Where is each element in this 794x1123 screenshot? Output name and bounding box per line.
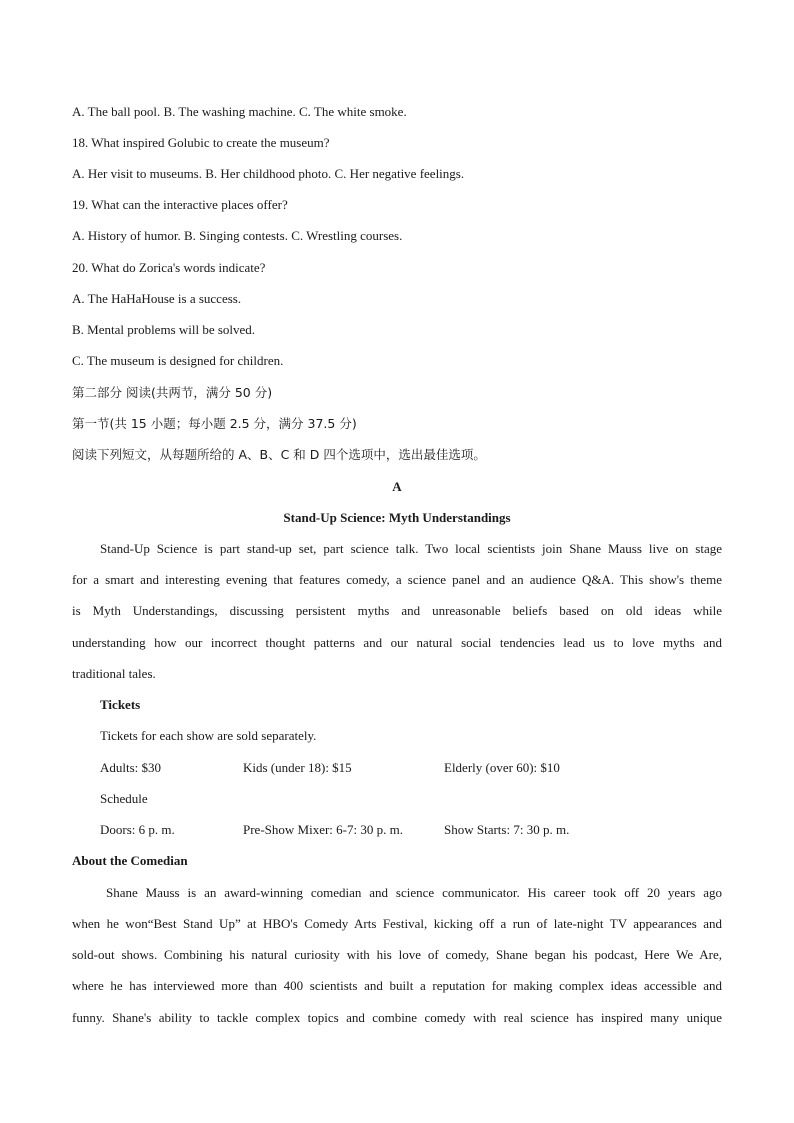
q18-options: A. Her visit to museums. B. Her childhood photo. C. Her negative feelings.	[72, 166, 465, 181]
q19-options: A. History of humor. B. Singing contests. C. Wrestling courses.	[72, 228, 403, 243]
q17-options: A. The ball pool. B. The washing machine. C. The white smoke.	[72, 104, 407, 119]
q20-option-a: A. The HaHaHouse is a success.	[72, 291, 242, 306]
schedule-heading: Schedule	[100, 791, 148, 806]
tickets-note: Tickets for each show are sold separately.	[100, 728, 317, 743]
price-elderly: Elderly (over 60): $10	[444, 760, 560, 775]
price-kids: Kids (under 18): $15	[243, 760, 352, 775]
paragraph-line: traditional tales.	[72, 666, 156, 681]
tickets-heading: Tickets	[100, 697, 141, 712]
paragraph-line: sold-out shows. Combining his natural curiosity with his love of comedy, Shane began his podcast, Here We Are,	[72, 947, 722, 962]
q20-question: 20. What do Zorica's words indicate?	[72, 260, 266, 275]
q20-option-b: B. Mental problems will be solved.	[72, 322, 256, 337]
reading-instructions: 阅读下列短文，从每题所给的 A、B、C 和 D 四个选项中，选出最佳选项。	[72, 447, 486, 462]
schedule-mixer: Pre-Show Mixer: 6-7: 30 p. m.	[243, 822, 403, 837]
paragraph-line: Stand-Up Science is part stand-up set, part science talk. Two local scientists join Shane Mauss live on stage	[100, 541, 722, 556]
q18-question: 18. What inspired Golubic to create the museum?	[72, 135, 330, 150]
section-one-heading: 第一节(共 15 小题；每小题 2.5 分，满分 37.5 分)	[72, 416, 357, 431]
paragraph-line: for a smart and interesting evening that features comedy, a science panel and an audience Q&A. This show's theme	[72, 572, 722, 587]
part-two-heading: 第二部分 阅读(共两节，满分 50 分)	[72, 385, 273, 400]
price-adults: Adults: $30	[100, 760, 162, 775]
passage-title: Stand-Up Science: Myth Understandings	[283, 510, 511, 525]
schedule-show: Show Starts: 7: 30 p. m.	[444, 822, 570, 837]
schedule-doors: Doors: 6 p. m.	[100, 822, 175, 837]
comedian-heading: About the Comedian	[72, 853, 188, 868]
q20-option-c: C. The museum is designed for children.	[72, 353, 284, 368]
paragraph-line: understanding how our incorrect thought patterns and our natural social tendencies lead us to love myths and	[72, 635, 722, 650]
paragraph-line: Shane Mauss is an award-winning comedian and science communicator. His career took off 20 years ago	[106, 885, 722, 900]
paragraph-line: funny. Shane's ability to tackle complex topics and combine comedy with real science has inspired many unique	[72, 1010, 722, 1025]
paragraph-line: when he won“Best Stand Up” at HBO's Comedy Arts Festival, kicking off a run of late-night TV appearances and	[72, 916, 722, 931]
passage-label: A	[392, 479, 402, 494]
q19-question: 19. What can the interactive places offer?	[72, 197, 288, 212]
paragraph-line: where he has interviewed more than 400 scientists and built a reputation for making complex ideas accessible and	[72, 978, 722, 993]
paragraph-line: is Myth Understandings, discussing persistent myths and unreasonable beliefs based on old ideas while	[72, 603, 722, 618]
